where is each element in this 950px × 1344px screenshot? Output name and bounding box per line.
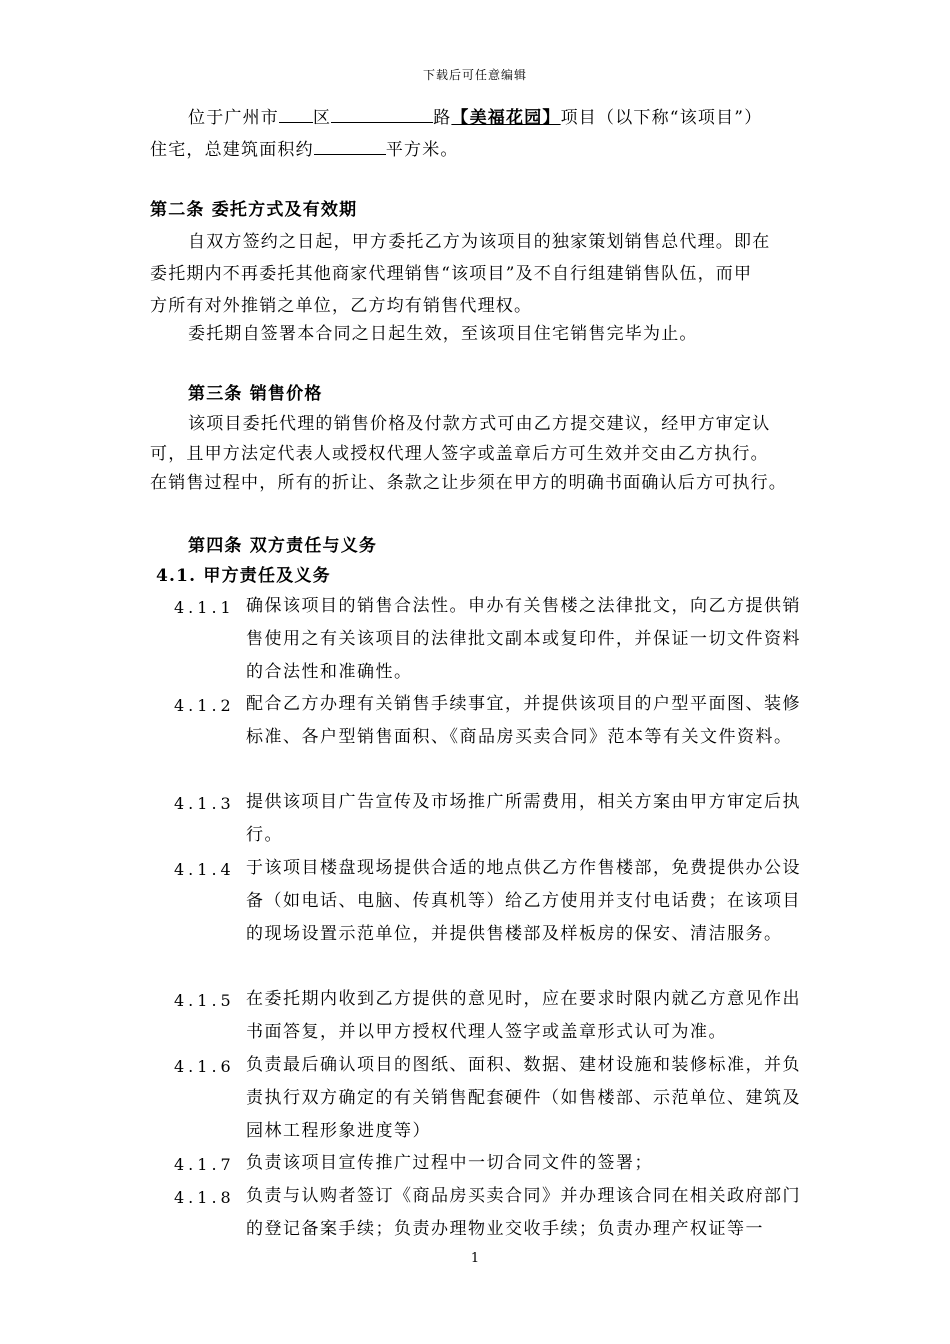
item-text: 在委托期内收到乙方提供的意见时，应在要求时限内就乙方意见作出书面答复，并以甲方授权代理人签字或盖章形式认可为准。 [246, 989, 801, 1042]
intro-line-2 [150, 136, 459, 163]
project-name: 【美福花园】 [451, 108, 561, 128]
item-number: 4.1.5 [174, 991, 235, 1010]
intro-prefix: 位于广州市 [188, 108, 279, 128]
item-text: 负责最后确认项目的图纸、面积、数据、建材设施和装修标准，并负责执行双方确定的有关销售配套硬件（如售楼部、示范单位、建筑及园林工程形象进度等） [246, 1055, 801, 1141]
page-header-note: 下载后可任意编辑 [422, 68, 527, 82]
item-text: 配合乙方办理有关销售手续事宜，并提供该项目的户型平面图、装修标准、各户型销售面积、《商品房买卖合同》范本等有关文件资料。 [246, 694, 801, 747]
item-text: 负责该项目宣传推广过程中一切合同文件的签署； [246, 1153, 653, 1173]
item-number: 4.1.4 [174, 860, 235, 879]
item-text: 负责与认购者签订《商品房买卖合同》并办理该合同在相关政府部门的登记备案手续；负责办理物业交收手续；负责办理产权证等一 [246, 1186, 801, 1239]
article3-title: 第三条 销售价格 [188, 384, 323, 404]
item-text: 于该项目楼盘现场提供合适的地点供乙方作售楼部，免费提供办公设备（如电话、电脑、传真机等）给乙方使用并支付电话费；在该项目的现场设置示范单位，并提供售楼部及样板房的保安、清洁服务。 [246, 858, 801, 944]
article3-line3: 在销售过程中，所有的折让、条款之让步须在甲方的明确书面确认后方可执行。 [150, 473, 787, 493]
item-text: 提供该项目广告宣传及市场推广所需费用，相关方案由甲方审定后执行。 [246, 792, 801, 845]
area-blank [314, 136, 386, 155]
item-number: 4.1.1 [174, 598, 235, 617]
road-blank [331, 104, 433, 123]
intro-area-unit: 平方米。 [385, 140, 459, 160]
item-number: 4.1.3 [174, 794, 235, 813]
article3-line1: 该项目委托代理的销售价格及付款方式可由乙方提交建议，经甲方审定认 [188, 414, 771, 434]
intro-district: 区 [313, 108, 332, 128]
intro-line-1 [188, 104, 762, 131]
article2-para1-line2: 委托期内不再委托其他商家代理销售“该项目”及不自行组建销售队伍，而甲 [150, 264, 753, 284]
article2-para1-line1: 自双方签约之日起，甲方委托乙方为该项目的独家策划销售总代理。即在 [188, 232, 771, 252]
article2-para1-line3: 方所有对外推销之单位，乙方均有销售代理权。 [150, 296, 533, 316]
article2-title: 第二条 委托方式及有效期 [150, 200, 358, 220]
item-text: 确保该项目的销售合法性。申办有关售楼之法律批文，向乙方提供销售使用之有关该项目的法律批文副本或复印件，并保证一切文件资料的合法性和准确性。 [246, 596, 801, 682]
item-number: 4.1.2 [174, 696, 235, 715]
intro-suffix: 项目（以下称“该项目”） [560, 108, 763, 128]
item-number: 4.1.7 [174, 1155, 235, 1174]
item-number: 4.1.8 [174, 1188, 235, 1207]
article4-subsection-title: 4.1. 甲方责任及义务 [156, 566, 331, 586]
article2-para2: 委托期自签署本合同之日起生效，至该项目住宅销售完毕为止。 [188, 324, 698, 344]
article4-title: 第四条 双方责任与义务 [188, 536, 378, 556]
intro-area-label: 住宅，总建筑面积约 [150, 140, 314, 160]
district-blank [279, 104, 313, 123]
article3-line2: 可，且甲方法定代表人或授权代理人签字或盖章后方可生效并交由乙方执行。 [150, 444, 769, 464]
item-number: 4.1.6 [174, 1057, 235, 1076]
intro-road: 路 [433, 108, 452, 128]
page-number: 1 [470, 1251, 480, 1266]
